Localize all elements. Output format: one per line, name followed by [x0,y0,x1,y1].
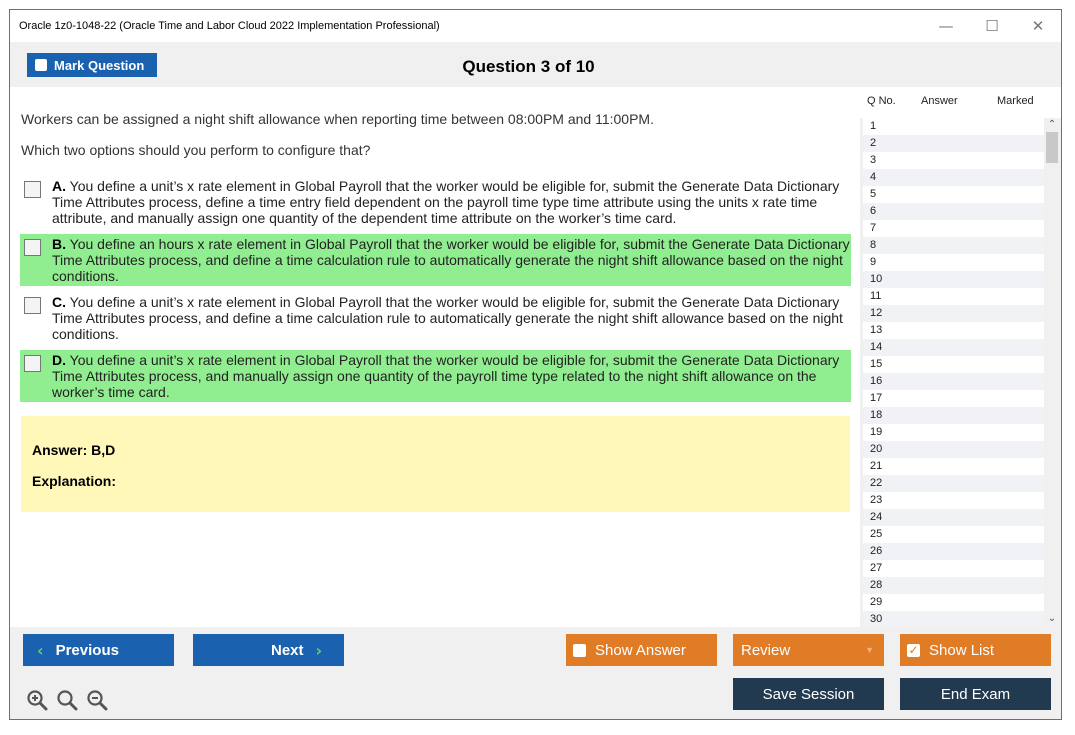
save-session-button[interactable]: Save Session [733,678,884,710]
chevron-left-icon: ‹ [37,640,44,660]
next-button[interactable] [193,634,344,666]
col-answer: Answer [921,95,958,107]
previous-button[interactable] [23,634,174,666]
answer-box [21,416,850,512]
question-list-row[interactable]: 27 [870,562,883,574]
question-list-row[interactable]: 11 [870,290,882,302]
col-marked: Marked [997,95,1034,107]
question-list-row[interactable]: 6 [863,203,1044,220]
next-label: Next [271,641,304,659]
question-list-row[interactable]: 14 [863,339,1044,356]
show-list-label: Show List [929,641,995,659]
question-title: Question 3 of 10 [462,57,595,76]
show-list-button[interactable] [900,634,1051,666]
option-b-letter: B. [52,236,66,252]
question-list-row[interactable]: 28 [863,577,1044,594]
question-list-row[interactable]: 18 [863,407,1044,424]
app-window [9,9,1062,720]
question-list-row[interactable]: 19 [870,426,883,438]
show-answer-button[interactable] [566,634,717,666]
option-c[interactable] [20,292,851,344]
question-list-row[interactable]: 3 [870,154,877,166]
question-list-row[interactable]: 30 [863,611,1044,626]
show-answer-checkbox-icon [573,644,586,657]
option-c-text: You define a unit’s x rate element in Global Payroll that the worker would be eligible for, submit the Generate Data Dictionary Time Attributes process, and define a time calculation rule to automatically generate the night shift allowance based on the night conditions. [52,294,843,342]
question-list-row[interactable]: 5 [870,188,877,200]
option-a-checkbox[interactable] [24,181,41,198]
scroll-up-icon[interactable]: ⌃ [1047,119,1057,130]
window-title: Oracle 1z0-1048-22 (Oracle Time and Labor Cloud 2022 Implementation Professional) [19,20,440,32]
question-list-row[interactable]: 9 [870,256,877,268]
question-list-row[interactable]: 13 [870,324,883,336]
option-b[interactable] [20,234,851,286]
question-panel [10,87,860,627]
question-list-row[interactable]: 1 [870,120,877,132]
option-c-checkbox[interactable] [24,297,41,314]
question-list-row[interactable]: 2 [863,135,1044,152]
previous-label: Previous [55,641,119,659]
option-d-text: You define a unit’s x rate element in Global Payroll that the worker would be eligible for, submit the Generate Data Dictionary Time Attributes process, and manually assign one quantity of the payroll time type related to the night shift allowance on the worker’s time card. [52,352,840,400]
question-list-row[interactable]: 10 [863,271,1044,288]
close-button[interactable]: ✕ [1031,17,1045,35]
title-bar [10,10,1061,42]
question-list-row[interactable]: 26 [863,543,1044,560]
question-list-row[interactable]: 29 [870,596,883,608]
question-list-row[interactable]: 15 [870,358,883,370]
question-header [10,42,1061,87]
option-a[interactable] [20,176,851,228]
option-a-text: You define a unit’s x rate element in Global Payroll that the worker would be eligible for, submit the Generate Data Dictionary Time Attributes process, define a time entry field dependent on the payroll time type time attribute using the units x rate time attribute, and manually assign one quantity of the dependent time attribute on the worker’s time card. [52,178,840,226]
review-label: Review [741,641,791,659]
minimize-button[interactable]: — [938,17,954,35]
maximize-button[interactable]: ☐ [985,17,999,35]
scroll-thumb[interactable] [1046,132,1058,163]
question-list-row[interactable]: 22 [863,475,1044,492]
col-qno: Q No. [867,95,896,107]
question-list-row[interactable]: 12 [863,305,1044,322]
end-exam-button[interactable]: End Exam [900,678,1051,710]
question-list-panel [860,87,1061,627]
option-d-letter: D. [52,352,66,368]
question-list-row[interactable]: 17 [870,392,883,404]
question-list [863,118,1044,626]
question-list-scrollbar[interactable] [1044,118,1060,626]
explanation-label: Explanation: [32,473,117,489]
question-stem: Workers can be assigned a night shift allowance when reporting time between 08:00PM and 11:00PM. [21,111,654,127]
question-list-row[interactable]: 16 [863,373,1044,390]
show-list-checked-icon: ✓ [908,642,919,657]
question-list-row[interactable]: 21 [870,460,883,472]
show-answer-label: Show Answer [595,641,686,659]
zoom-out-icon[interactable] [86,689,108,711]
chevron-right-icon: › [315,640,323,660]
dropdown-arrow-icon: ▼ [865,645,874,655]
option-a-letter: A. [52,178,66,194]
option-b-text: You define an hours x rate element in Global Payroll that the worker would be eligible for, submit the Generate Data Dictionary Time Attributes process, and define a time calculation rule to automatically generate the night shift allowance based on the night conditions. [52,236,850,284]
question-list-row[interactable]: 25 [870,528,883,540]
answer-label: Answer: B,D [32,442,116,458]
question-list-row[interactable]: 24 [863,509,1044,526]
option-d-checkbox[interactable] [24,355,41,372]
review-dropdown[interactable] [733,634,884,666]
zoom-in-icon[interactable] [26,689,48,711]
option-d[interactable] [20,350,851,402]
question-list-row[interactable]: 4 [863,169,1044,186]
scroll-down-icon[interactable]: ⌄ [1047,613,1057,624]
question-list-row[interactable]: 8 [863,237,1044,254]
option-c-letter: C. [52,294,66,310]
question-prompt: Which two options should you perform to configure that? [21,142,371,158]
question-list-row[interactable]: 23 [870,494,883,506]
zoom-reset-icon[interactable] [56,689,78,711]
question-list-header [860,87,1061,118]
option-b-checkbox[interactable] [24,239,41,256]
question-list-row[interactable]: 20 [863,441,1044,458]
mark-question-label: Mark Question [54,57,145,73]
question-list-row[interactable]: 7 [870,222,877,234]
